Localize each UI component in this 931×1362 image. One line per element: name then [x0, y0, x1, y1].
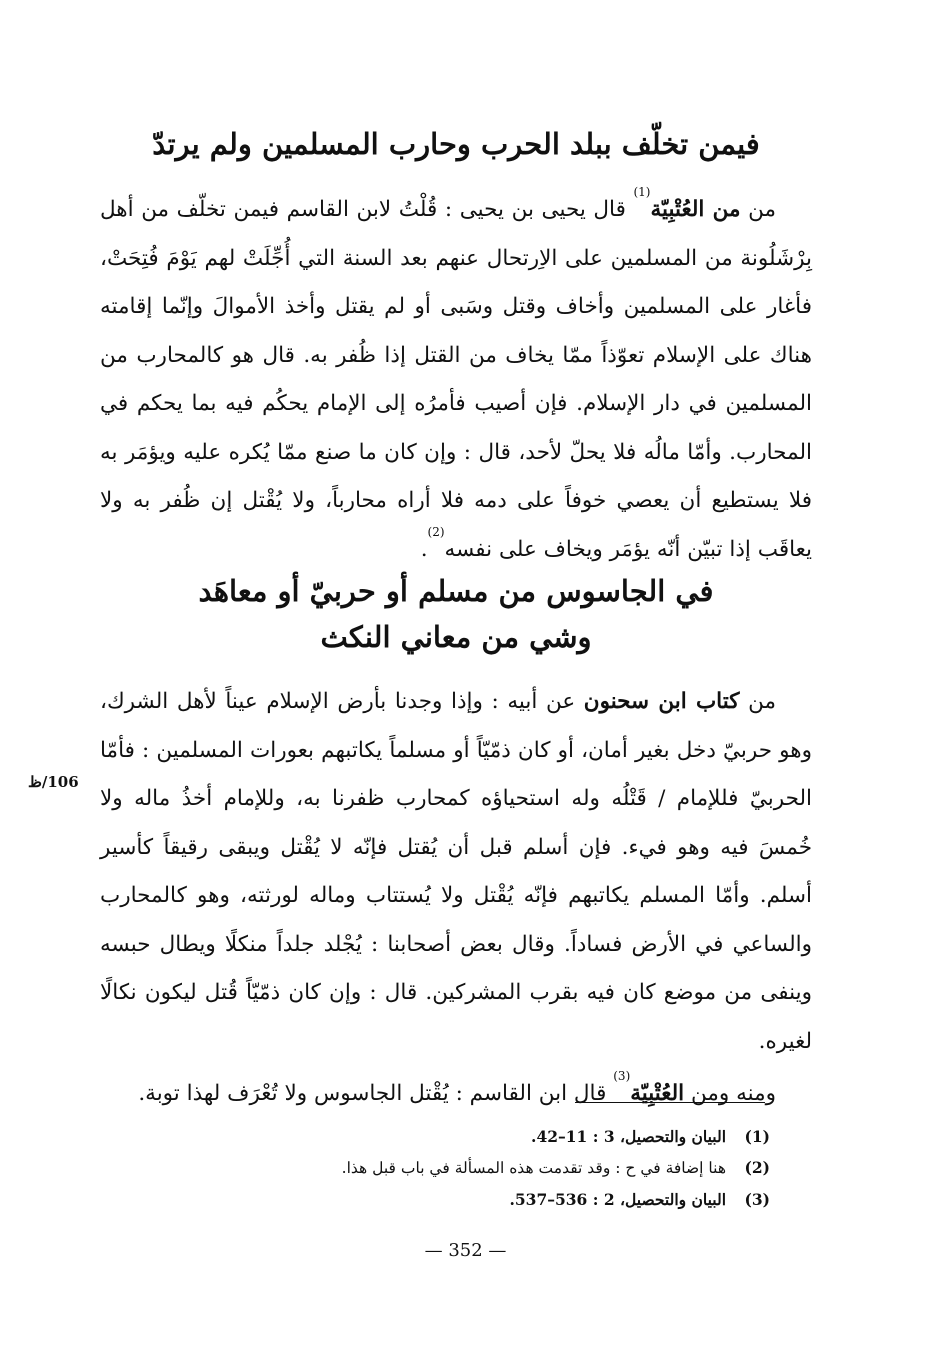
footnote-source: البيان والتحصيل، 2 : 536–537. — [509, 1190, 726, 1209]
section-1-title: فيمن تخلّف ببلد الحرب وحارب المسلمين ولم يرتدّ — [152, 127, 760, 161]
footnote-ref-1: (1) — [633, 185, 651, 199]
section-2-body — [100, 678, 812, 1119]
footnote-1 — [140, 1126, 770, 1148]
footnote-3 — [140, 1189, 770, 1211]
footnote-ref-2: (2) — [427, 524, 445, 539]
section-2-paragraph-1 — [100, 678, 812, 1066]
section-2-title-line-1: في الجاسوس من مسلم أو حربيّ أو معاهَد — [198, 574, 714, 608]
page-number: — 352 — — [424, 1240, 507, 1261]
section-2-title-line-2: وشي من معاني النكث — [320, 620, 592, 654]
footnote-2 — [140, 1157, 770, 1179]
manuscript-folio-note: 106/ظ — [28, 773, 79, 791]
source-name: من العُتْبِيّة — [650, 197, 741, 222]
footnote-source: البيان والتحصيل، 3 : 11–42. — [531, 1127, 726, 1146]
section-2-heading — [100, 568, 812, 660]
section-1-paragraph — [100, 186, 812, 574]
section-2-paragraph-2 — [100, 1070, 812, 1119]
p2-source: العُتْبِيّة — [630, 1081, 685, 1106]
footnote-text: هنا إضافة في ح : وقد تقدمت هذه المسألة في باب قبل هذا. — [341, 1159, 726, 1177]
p1-prefix: من — [748, 689, 776, 714]
footnote-number: (3) — [744, 1190, 770, 1209]
p1-source: كتاب ابن سحنون — [583, 689, 740, 714]
footnote-divider — [575, 1102, 765, 1103]
footnote-number: (2) — [744, 1158, 770, 1177]
paragraph-end: . — [420, 536, 428, 562]
section-1 — [100, 121, 812, 167]
footnote-number: (1) — [744, 1127, 770, 1146]
paragraph-text: قال يحيى بن يحيى : قُلْتُ لابن القاسم فيمن تخلّف من أهل بِرْشَلُونة من المسلمين على الاِرتحال عنهم بعد السنة التي أُجِّلَتْ لهم يَوْمَ فُتِحَتْ، فأغار على المسلمين وأخاف وقتل وسَبى أو لم يقتل وأخذ الأموالَ وإنّما إقامته هناك على الإسلام تعوّذاً ممّا يخاف من القتل إذا ظُفر به. قال هو كالمحارب من المسلمين في دار الإسلام. فإن أصيب فأمرُه إلى الإمام يحكُم فيه بما يحكم في المحارب. وأمّا مالُه فلا يحلّ لأحد، قال : وإن كان ما صنع ممّا يُكره عليه ويؤمَر به فلا يستطيع أن يعصي خوفاً على دمه فلا أراه محارباً، ولا يُقْتل إن ظُفر به ولا يعاقَب إذا تبيّن أنّه يؤمَر ويخاف على نفسه — [100, 197, 812, 562]
footnote-ref-3: (3) — [613, 1069, 631, 1083]
section-1-body — [100, 186, 812, 574]
p1-text: عن أبيه : وإذا وجدنا بأرض الإسلام عيناً لأهل الشرك، وهو حربيّ دخل بغير أمان، أو كان ذمّيّاً أو مسلماً يكاتبهم بعورات المسلمين : فأمّا الحربيّ فللإمام / قَتْلُه وله استحياؤه كمحارب ظفرنا به، وللإمام أخذُ ماله ولا خُمسَ فيه وهو فيء. فإن أسلم قبل أن يُقتل فإنّه لا يُقْتل ويبقى رقيقاً كأسير أسلم. وأمّا المسلم يكاتبهم فإنّه يُقْتل ولا يُستتاب وماله لورثته، وهو كالمحارب والساعي في الأرض فساداً. وقال بعض أصحابنا : يُجْلد جلداً منكلًا ويطال حبسه وينفى من موضع كان فيه بقرب المشركين. قال : وإن كان ذمّيّاً قُتل ليكون نكالًا لغيره. — [100, 689, 812, 1054]
p2-text: قال ابن القاسم : يُقْتل الجاسوس ولا تُعْرَف لهذا توبة. — [138, 1081, 607, 1106]
p2-prefix: ومنه ومن — [690, 1081, 776, 1106]
source-prefix: من — [740, 197, 776, 222]
